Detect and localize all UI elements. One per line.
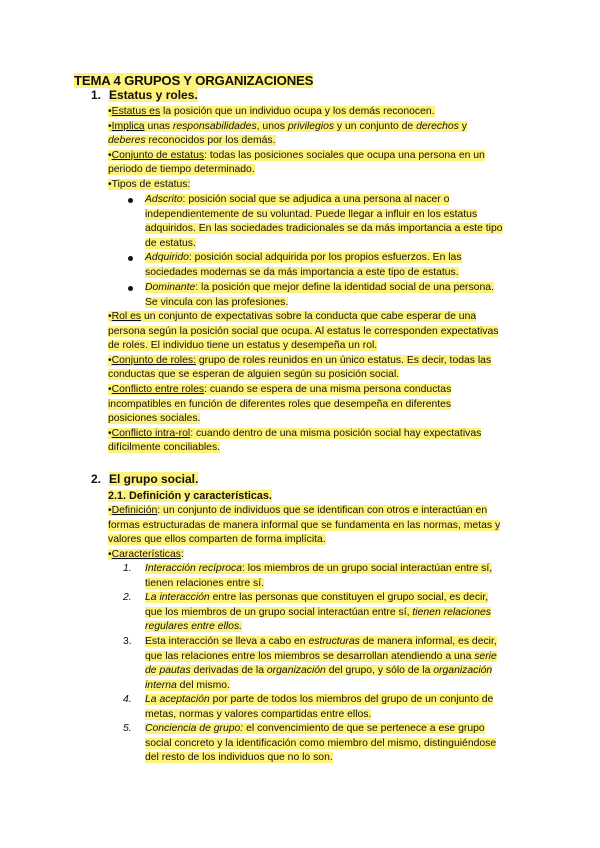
caracteristicas-label: •Características: xyxy=(108,548,184,560)
subsection-2-1-heading: 2.1. Definición y características. xyxy=(108,490,272,502)
list-item-1: 1. Interacción recíproca: los miembros de un grupo social interactúan entre sí, tienen relaciones entre sí. xyxy=(123,563,493,589)
list-item-2: 2. La interacción entre las personas que constituyen el grupo social, es decir, que los miembros de un grupo social interactúan entre sí, tienen relaciones regulares entre ellos. xyxy=(123,592,491,633)
bullet-dominante: Dominante: la posición que mejor define la identidad social de una persona. Se vincula con las profesiones. xyxy=(145,281,540,310)
rol-paragraph: •Rol es un conjunto de expectativas sobre la conducta que cabe esperar de una xyxy=(108,311,477,322)
bullet-dot-icon xyxy=(128,256,133,261)
estatus-paragraph: •Estatus es la posición que un individuo ocupa y los demás reconocen. xyxy=(108,106,435,117)
section-1-heading: 1. Estatus y roles. xyxy=(91,88,198,102)
section-2-heading: 2. El grupo social. xyxy=(91,472,199,486)
section-1-body: •Estatus es la posición que un individuo ocupa y los demás reconocen. •Implica unas responsabilidades, unos privilegios y un conjunto de derechos y deberes reconocidos por los demás. •Conjunto de estatus: todas las posiciones sociales que ocupa una persona en un periodo de tiempo determinado. •Tipos de estatus: xyxy=(108,105,528,193)
conjunto-estatus-paragraph: •Conjunto de estatus: todas las posiciones sociales que ocupa una persona en un xyxy=(108,149,485,161)
list-item-3: 3. Esta interacción se lleva a cabo en estructuras de manera informal, es decir, que las relaciones entre los miembros se desarrollan atendiendo a una serie de pautas derivadas de la organización del grupo, y sólo de la organización interna del mismo. xyxy=(123,636,497,691)
list-item-5: 5. Conciencia de grupo: el convencimiento de que se pertenece a ese grupo social concreto y la identificación como miembro del mismo, distinguiéndose del resto de los individuos que no lo son. xyxy=(123,723,497,764)
implica-paragraph: •Implica unas responsabilidades, unos privilegios y un conjunto de derechos y xyxy=(108,120,467,132)
conflicto-intra-rol-paragraph: •Conflicto intra-rol: cuando dentro de una misma posición social hay expectativas xyxy=(108,427,482,439)
bullet-adquirido: Adquirido: posición social adquirida por los propios esfuerzos. En las sociedades modernas se da más importancia a este tipo de estatus. xyxy=(145,251,540,280)
bullet-dot-icon xyxy=(128,286,133,291)
bullet-dot-icon xyxy=(128,198,133,203)
tipos-label: •Tipos de estatus: xyxy=(108,178,191,190)
conjunto-roles-paragraph: •Conjunto de roles: grupo de roles reunidos en un único estatus. Es decir, todas las xyxy=(108,354,492,366)
definicion-paragraph: •Definición: un conjunto de individuos que se identifican con otros e interactúan en xyxy=(108,505,488,516)
doc-title: TEMA 4 GRUPOS Y ORGANIZACIONES xyxy=(74,73,314,88)
section-1-roles: •Rol es un conjunto de expectativas sobre la conducta que cabe esperar de una persona según la posición social que ocupa. Al estatus le corresponden expectativas de roles. El individuo tiene un estatus y desempeña un rol. •Conjunto de roles: grupo de roles reunidos en un único estatus. Es decir, todas las conductas que se esperan de alguien según su posición social. •Conflicto entre roles: cuando se espera de una misma persona conductas incompatibles en función de diferentes roles que desempeña en diferentes posiciones sociales. •Conflicto intra-rol: cuando dentro de una misma posición social hay expectativas difícilmente conciliables. xyxy=(108,310,548,456)
section-2-body: •Definición: un conjunto de individuos que se identifican con otros e interactúan en formas estructuradas de manera informal que se fundamenta en las normas, metas y valores que ellos comparten de forma implícita. •Características: xyxy=(108,504,548,562)
list-item-4: 4. La aceptación por parte de todos los miembros del grupo de un conjunto de metas, normas y valores compartidas entre ellos. xyxy=(123,694,494,720)
conflicto-entre-roles-paragraph: •Conflicto entre roles: cuando se espera de una misma persona conductas xyxy=(108,383,452,395)
bullet-adscrito: Adscrito: posición social que se adjudica a una persona al nacer o independientemente de su voluntad. Puede llegar a influir en los estatus adquiridos. En las sociedades tradicionales se da más importancia a este tipo de estatus. xyxy=(145,193,540,251)
